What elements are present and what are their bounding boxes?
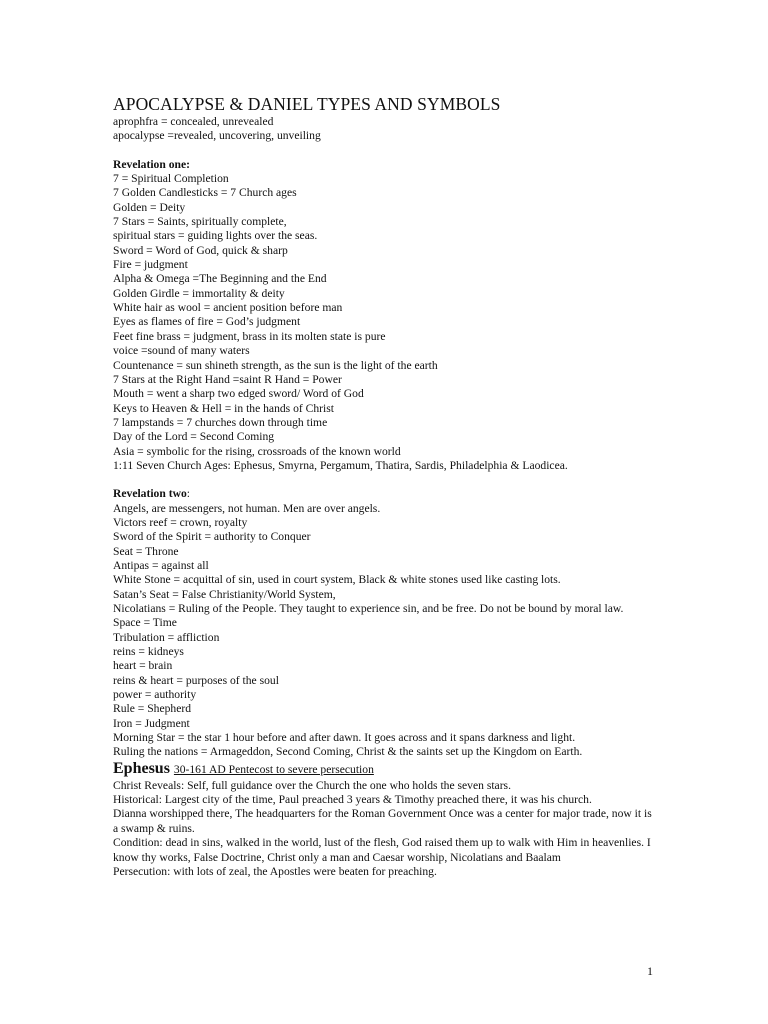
text-line: Keys to Heaven & Hell = in the hands of Christ xyxy=(113,401,334,415)
text-line: Eyes as flames of fire = God’s judgment xyxy=(113,315,301,329)
text-line: 1:11 Seven Church Ages: Ephesus, Smyrna, Pergamum, Thatira, Sardis, Philadelphia & Laodicea. xyxy=(113,458,568,472)
text-line: Golden Girdle = immortality & deity xyxy=(113,286,285,300)
text-line: Feet fine brass = judgment, brass in its molten state is pure xyxy=(113,329,386,343)
text-line: Seat = Throne xyxy=(113,544,179,558)
text-line: Golden = Deity xyxy=(113,200,186,214)
text-line: Persecution: with lots of zeal, the Apostles were beaten for preaching. xyxy=(113,864,437,878)
text-line: spiritual stars = guiding lights over the seas. xyxy=(113,229,318,243)
text-line: 7 Stars at the Right Hand =saint R Hand = Power xyxy=(113,372,342,386)
text-line: Countenance = sun shineth strength, as the sun is the light of the earth xyxy=(113,358,438,372)
text-line: Victors reef = crown, royalty xyxy=(113,515,248,529)
text-line: 7 Golden Candlesticks = 7 Church ages xyxy=(113,186,297,200)
text-line: Asia = symbolic for the rising, crossroads of the known world xyxy=(113,444,401,458)
text-line: Space = Time xyxy=(113,616,177,630)
text-line: Morning Star = the star 1 hour before and after dawn. It goes across and it spans darkness and light. xyxy=(113,731,576,745)
text-line: Sword of the Spirit = authority to Conquer xyxy=(113,530,311,544)
text-line: White Stone = acquittal of sin, used in court system, Black & white stones used like casting lots. xyxy=(113,573,561,587)
text-line: White hair as wool = ancient position before man xyxy=(113,301,343,315)
text-line: Mouth = went a sharp two edged sword/ Word of God xyxy=(113,387,364,401)
text-line: 7 = Spiritual Completion xyxy=(113,172,229,186)
text-line: Sword = Word of God, quick & sharp xyxy=(113,243,288,257)
document-title: APOCALYPSE & DANIEL TYPES AND SYMBOLS xyxy=(113,94,501,114)
intro-line: aprophfra = concealed, unrevealed xyxy=(113,115,274,128)
text-line: Day of the Lord = Second Coming xyxy=(113,430,275,444)
text-line: Angels, are messengers, not human. Men are over angels. xyxy=(113,501,381,515)
page-number: 1 xyxy=(647,964,653,978)
ephesus-title: Ephesus xyxy=(113,759,170,777)
text-line: voice =sound of many waters xyxy=(113,344,250,358)
text-line: Antipas = against all xyxy=(113,558,209,572)
text-line: Historical: Largest city of the time, Paul preached 3 years & Timothy preached there, it was his church. xyxy=(113,793,592,807)
revelation-two-list xyxy=(113,502,658,760)
ephesus-heading xyxy=(113,760,658,779)
text-line: Satan’s Seat = False Christianity/World System, xyxy=(113,587,336,601)
text-line: Fire = judgment xyxy=(113,258,188,272)
intro-line: apocalypse =revealed, uncovering, unveiling xyxy=(113,129,321,143)
text-line: Iron = Judgment xyxy=(113,716,190,730)
text-line: Alpha & Omega =The Beginning and the End xyxy=(113,272,327,286)
text-line: Dianna worshipped there, The headquarters for the Roman Government Once was a center for major trade, now it is a swamp & ruins. xyxy=(113,807,652,835)
text-line: reins & heart = purposes of the soul xyxy=(113,673,279,687)
ephesus-list xyxy=(113,779,658,879)
text-line: Ruling the nations = Armageddon, Second Coming, Christ & the saints set up the Kingdom on Earth. xyxy=(113,745,583,759)
text-line: heart = brain xyxy=(113,659,173,673)
revelation-two-title: Revelation two xyxy=(113,487,187,501)
text-line: Christ Reveals: Self, full guidance over the Church the one who holds the seven stars. xyxy=(113,778,511,792)
text-line: Tribulation = affliction xyxy=(113,630,220,644)
revelation-two-colon: : xyxy=(186,487,190,501)
section-heading-revelation-two xyxy=(113,487,658,501)
ephesus-subtitle-link[interactable]: 30-161 AD Pentecost to severe persecution xyxy=(173,762,374,776)
section-heading-revelation-one: Revelation one: xyxy=(113,157,190,171)
text-line: Condition: dead in sins, walked in the world, lust of the flesh, God raised them up to walk with Him in heavenlies. I know thy works, False Doctrine, Christ only a man and Caesar worship, Nicolatians and Baalam xyxy=(113,836,651,864)
text-line: 7 lampstands = 7 churches down through time xyxy=(113,415,328,429)
document-page xyxy=(113,94,658,879)
text-line: Nicolatians = Ruling of the People. They taught to experience sin, and be free. Do not be bound by moral law. xyxy=(113,602,624,615)
text-line: 7 Stars = Saints, spiritually complete, xyxy=(113,215,287,229)
text-line: Rule = Shepherd xyxy=(113,702,192,716)
text-line: power = authority xyxy=(113,688,197,702)
text-line: reins = kidneys xyxy=(113,645,184,659)
revelation-one-list xyxy=(113,172,658,473)
